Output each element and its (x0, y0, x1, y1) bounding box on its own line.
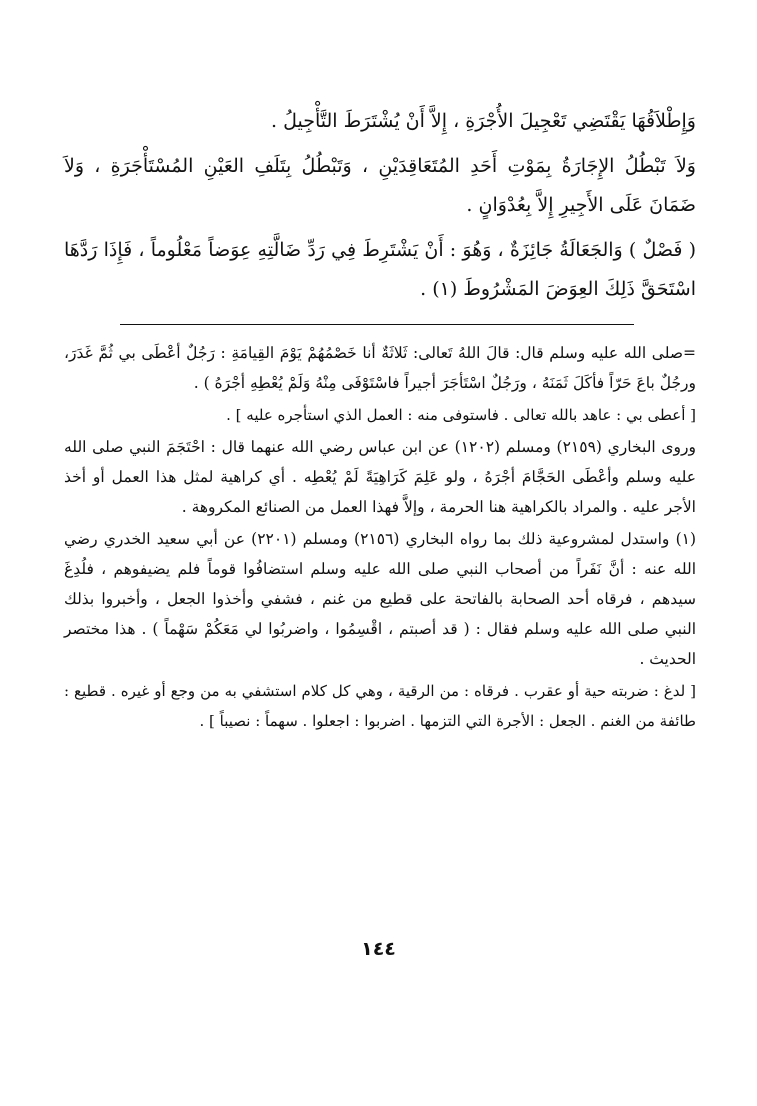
footnotes (64, 338, 696, 738)
footnote-gloss-2: [ لدغ : ضربته حية أو عقرب . فرقاه : من الرقية ، وهي كل كلام استشفي به من وجع أو غيره . قطيع : طائفة من الغنم . الجعل : الأجرة التي التزمها . اضربوا : اجعلوا . سهماً : نصيباً ] . (64, 682, 696, 730)
footnote-1: (١) واستدل لمشروعية ذلك بما رواه البخاري (٢١٥٦) ومسلم (٢٢٠١) عن أبي سعيد الخدري رضي الله عنه : أنَّ نَفَراً من أصحاب النبي صلى الله عليه وسلم استضافُوا قوماً فلم يضيفوهم ، فلُدِغَ سيدهم ، فرقاه أحد الصحابة بالفاتحة على قطيع من غنم ، فشفي وأخذوا الجعل ، وأخبروا بذلك النبي صلى الله عليه وسلم فقال : ( قد أصبتم ، اقْسِمُوا ، واضربُوا لي مَعَكُمْ سَهْماً ) . هذا مختصر الحديث . (64, 530, 697, 668)
footnote-gloss-1: [ أعطى بي : عاهد بالله تعالى . فاستوفى منه : العمل الذي استأجره عليه ] . (226, 406, 696, 424)
main-paragraph-1: وَإِطْلاَقُهَا يَقْتَضِي تَعْجِيلَ الأُجْرَةِ ، إِلاَّ أَنْ يُشْتَرَطَ التَّأْجِيلُ . (271, 110, 696, 132)
main-paragraph-3: ( فَصْلٌ ) وَالجَعَالَةُ جَائِزَةٌ ، وَهُوَ : أَنْ يَشْتَرِطَ فِي رَدِّ ضَالَّتِهِ عِوَضاً مَعْلُوماً ، فَإِذَا رَدَّهَا اسْتَحَقَّ ذَلِكَ العِوَضَ المَشْرُوطَ (١) . (64, 239, 696, 300)
main-paragraph-2: وَلاَ تَبْطُلُ الإِجَارَةُ بِمَوْتِ أَحَدِ المُتَعَاقِدَيْنِ ، وَتَبْطُلُ بِتَلَفِ العَيْنِ المُسْتَأْجَرَةِ ، وَلاَ ضَمَانَ عَلَى الأَجِيرِ إِلاَّ بِعُدْوَانٍ . (64, 155, 696, 216)
footnote-bukhari-muslim: وروى البخاري (٢١٥٩) ومسلم (١٢٠٢) عن ابن عباس رضي الله عنهما قال : احْتَجَمَ النبي صلى الله عليه وسلم وأعْطَى الحَجَّامَ أجْرَهُ ، ولو عَلِمَ كَرَاهِيَةً لَمْ يُعْطِه . أي كراهية لمثل هذا العمل أو أخذ الأجر عليه . والمراد بالكراهية هنا الحرمة ، وإلاَّ فهذا العمل من الصنائع المكروهة . (64, 438, 697, 516)
page-number: ١٤٤ (361, 938, 396, 960)
footnote-divider (120, 324, 634, 325)
main-text (64, 102, 696, 315)
footnote-continuation: =صلى الله عليه وسلم قال: قالَ اللهُ تَعالى: ثَلاثَةٌ أنا خَصْمُهُمْ يَوْمَ القِيامَةِ : رَجُلٌ أعْطَى بي ثُمَّ غَدَرَ، ورجُلٌ باعَ حَرّاً فأكَلَ ثَمَنَهُ ، ورَجُلٌ اسْتَأجَرَ أجيراً فاسْتَوْفَى مِنْهُ وَلَمْ يُعْطِهِ أجْرَهُ ) . (64, 344, 696, 392)
